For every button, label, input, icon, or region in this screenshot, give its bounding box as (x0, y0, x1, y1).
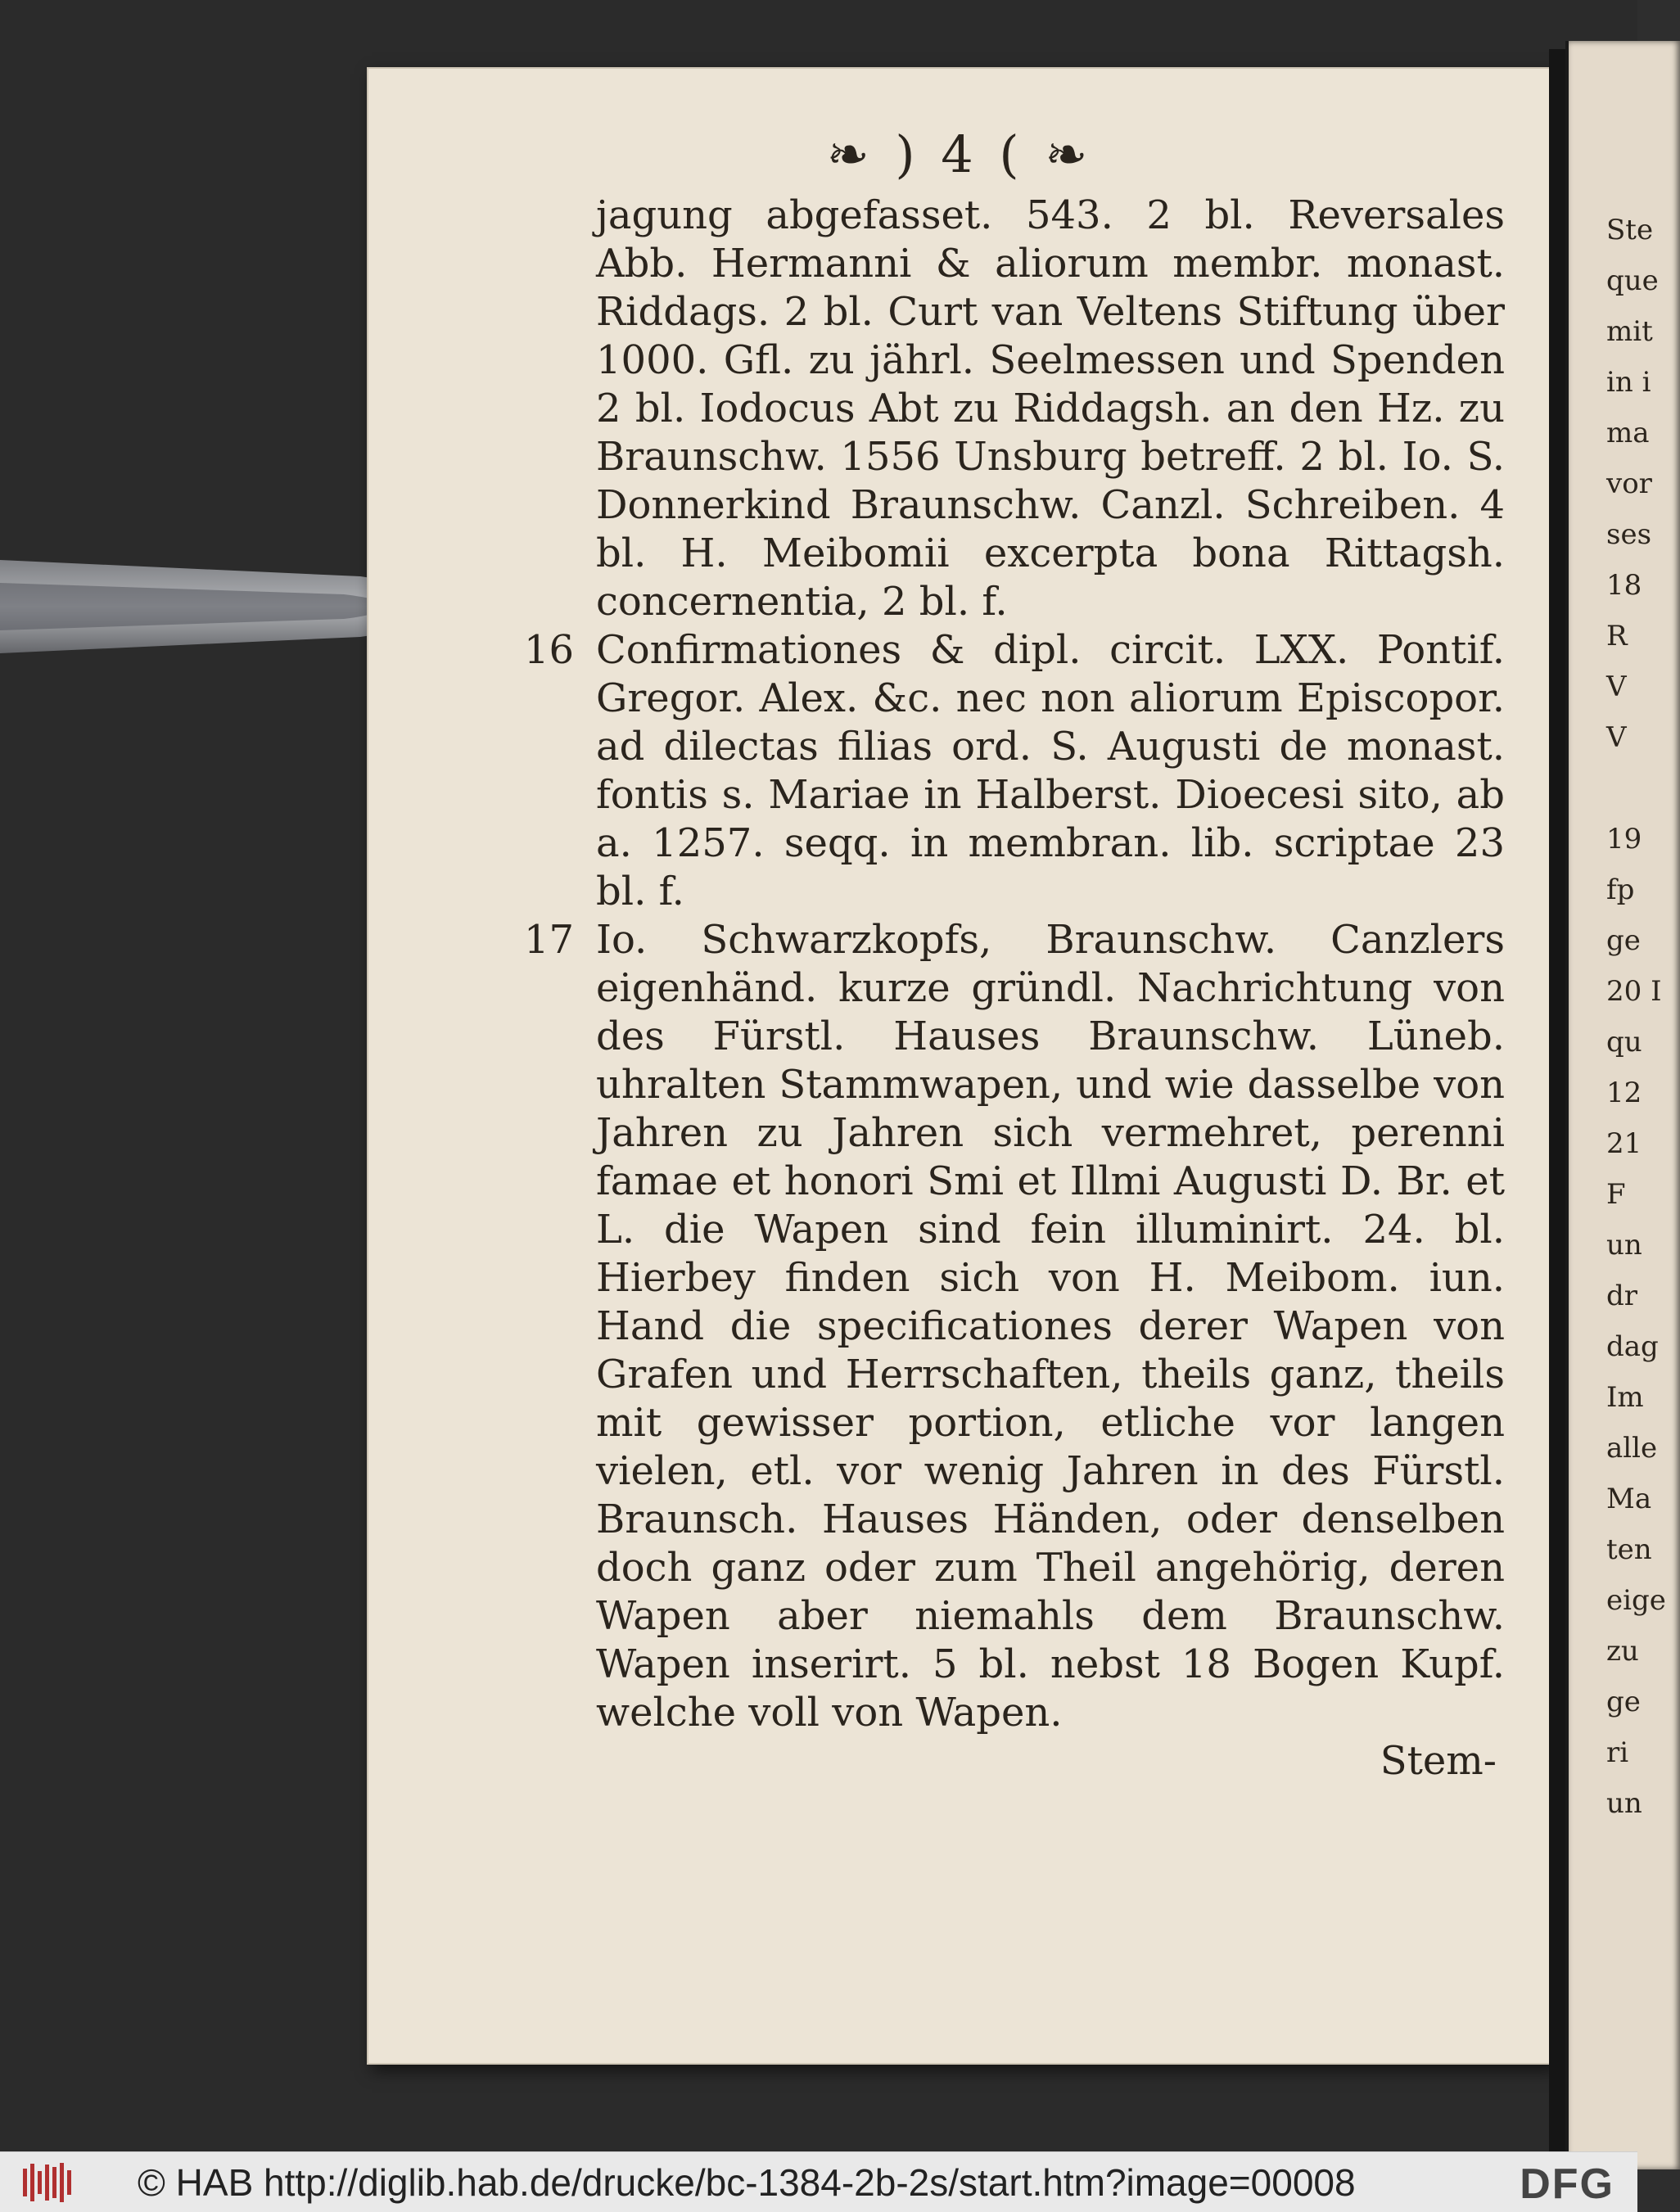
next-page-line: 19 (1606, 823, 1642, 855)
next-page-line: un (1606, 1229, 1642, 1262)
next-page-line: qu (1606, 1026, 1642, 1059)
entry-number: 17 (524, 917, 575, 963)
next-page-line: dr (1606, 1280, 1638, 1312)
next-page-line: ri (1606, 1736, 1629, 1769)
entry-17 (524, 916, 1505, 1737)
next-page-line: eige (1606, 1584, 1666, 1617)
next-page-line: V (1606, 721, 1627, 754)
next-page-line: Ste (1606, 214, 1654, 246)
next-page-line: Im (1606, 1381, 1644, 1414)
entry-text: Confirmationes & dipl. circit. LXX. Pontif. Gregor. Alex. &c. nec non aliorum Episcopor. ad dilectas filias ord. S. Augusti de monast. fontis s. Mariae in Halberst. Dioecesi sito, ab a. 1257. seqq. in membran. lib. scriptae 23 bl. f. (596, 627, 1505, 914)
page-body (524, 192, 1505, 1785)
next-page-line (1606, 763, 1666, 814)
next-page-line: zu (1606, 1635, 1639, 1668)
next-page-text (1606, 205, 1666, 1829)
footer-bar (0, 2151, 1637, 2212)
next-page-line: dag (1606, 1330, 1659, 1363)
next-page-line: vor (1606, 467, 1652, 500)
entry-text: Io. Schwarzkopfs, Braunschw. Canzlers eigenhänd. kurze gründl. Nachrichtung von des Fürstl. Hauses Braunschw. Lüneb. uhralten Stammwapen, und wie dasselbe von Jahren zu Jahren sich vermehret, perenni famae et honori Smi et Illmi Augusti D. Br. et L. die Wapen sind fein illuminirt. 24. bl. Hierbey finden sich von H. Meibom. iun. Hand die specificationes derer Wapen von Grafen und Herrschaften, theils ganz, theils mit gewisser portion, etliche vor langen vielen, etl. vor wenig Jahren in des Fürstl. Braunsch. Hauses Händen, oder denselben doch ganz oder zum Theil angehörig, deren Wapen aber niemahls dem Braunschw. Wapen inserirt. 5 bl. nebst 18 Bogen Kupf. welche voll von Wapen. (596, 917, 1505, 1736)
next-page-line: 21 (1606, 1127, 1642, 1160)
next-page-line: V (1606, 670, 1627, 703)
page-header: ❧ ) 4 ( ❧ (826, 124, 1093, 184)
entry-text: jagung abgefasset. 543. 2 bl. Reversales Abb. Hermanni & aliorum membr. monast. Riddags. 2 bl. Curt van Veltens Stiftung über 1000. Gfl. zu jährl. Seelmessen und Spenden 2 bl. Iodocus Abt zu Riddagsh. an den Hz. zu Braunschw. 1556 Unsburg betreff. 2 bl. Io. S. Donnerkind Braunschw. Canzl. Schreiben. 4 bl. H. Meibomii excerpta bona Rittagsh. concernentia, 2 bl. f. (596, 192, 1505, 625)
next-page-line: F (1606, 1178, 1626, 1211)
next-page-line: un (1606, 1787, 1642, 1820)
next-page-line: ma (1606, 417, 1650, 449)
entry-continued (596, 192, 1505, 626)
page-clip (0, 558, 409, 655)
next-page-line: ten (1606, 1533, 1652, 1566)
catchword: Stem- (1380, 1738, 1497, 1784)
copyright-link[interactable]: © HAB http://diglib.hab.de/drucke/bc-1384-2b-2s/start.htm?image=00008 (138, 2160, 1356, 2204)
entry-number: 16 (524, 627, 575, 673)
next-page-line: in i (1606, 366, 1651, 399)
next-page-line: 12 (1606, 1077, 1642, 1109)
book-page (367, 67, 1552, 2065)
next-page-line: ge (1606, 1686, 1641, 1718)
next-page-line: fp (1606, 874, 1635, 906)
next-page-line: 20 I (1606, 975, 1662, 1008)
next-page-line: ge (1606, 924, 1641, 957)
next-page-line: mit (1606, 315, 1653, 348)
dfg-logo: DFG (1520, 2160, 1615, 2208)
next-page-line: ses (1606, 518, 1652, 551)
next-page-line: 18 R (1606, 569, 1642, 652)
next-page-line: Ma (1606, 1483, 1652, 1515)
next-page-line: que (1606, 264, 1659, 297)
hab-logo-icon (23, 2162, 97, 2203)
entry-16 (524, 626, 1505, 916)
next-page-line: alle (1606, 1432, 1658, 1465)
